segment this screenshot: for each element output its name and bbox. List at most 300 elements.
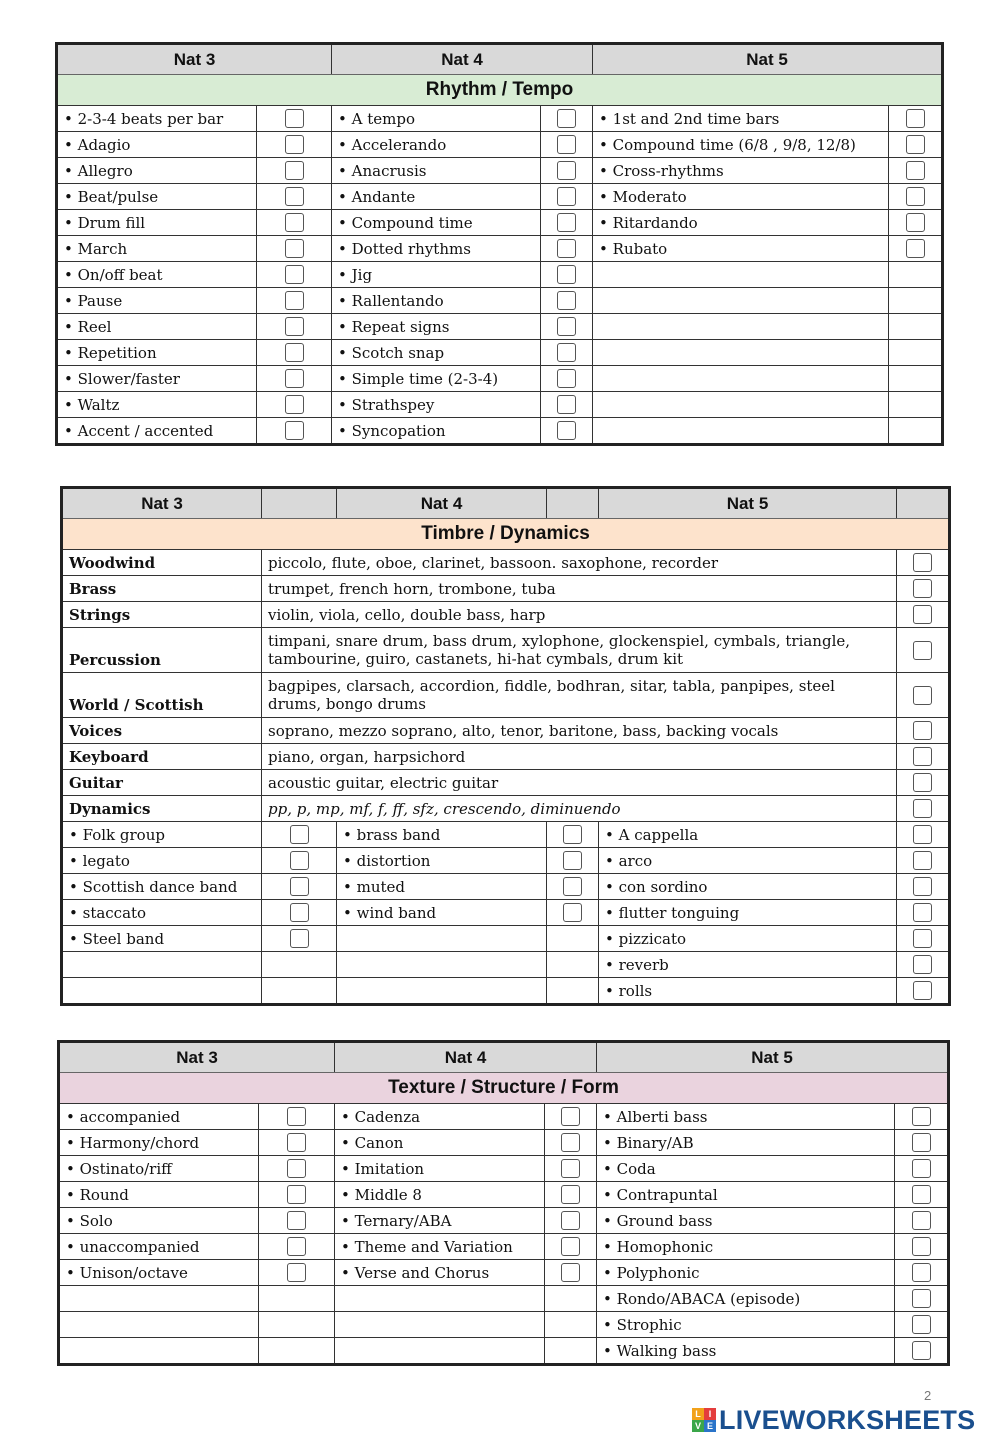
concept-checkbox[interactable] xyxy=(561,1263,580,1282)
concept-checkbox[interactable] xyxy=(285,109,304,128)
checkbox-cell xyxy=(897,822,950,848)
concept-label: • unaccompanied xyxy=(59,1234,259,1260)
section-title-row xyxy=(62,519,950,550)
concept-label: • Rallentando xyxy=(332,288,541,314)
concept-checkbox[interactable] xyxy=(285,291,304,310)
table-row xyxy=(59,1156,949,1182)
concept-label: • Round xyxy=(59,1182,259,1208)
concept-label: • Ostinato/riff xyxy=(59,1156,259,1182)
concept-label: • Beat/pulse xyxy=(57,184,257,210)
table-row xyxy=(59,1286,949,1312)
table-row xyxy=(62,822,950,848)
empty-cell xyxy=(889,340,943,366)
concept-label: • brass band xyxy=(337,822,547,848)
level-header-row xyxy=(57,44,943,75)
brand-name: LIVEWORKSHEETS xyxy=(719,1404,976,1435)
checkbox-cell xyxy=(541,210,593,236)
concept-label: • Polyphonic xyxy=(597,1260,895,1286)
concept-label: • Harmony/chord xyxy=(59,1130,259,1156)
concept-checkbox[interactable] xyxy=(285,265,304,284)
nat3-header: Nat 3 xyxy=(62,488,262,519)
concept-checkbox[interactable] xyxy=(913,851,932,870)
empty-cell xyxy=(262,978,337,1005)
nat5-header: Nat 5 xyxy=(593,44,943,75)
concept-checkbox[interactable] xyxy=(287,1133,306,1152)
concept-checkbox[interactable] xyxy=(287,1159,306,1178)
category-name: Keyboard xyxy=(62,744,262,770)
concept-label: • Reel xyxy=(57,314,257,340)
concept-label: • A tempo xyxy=(332,106,541,132)
concept-checkbox[interactable] xyxy=(906,109,925,128)
concept-label: • legato xyxy=(62,848,262,874)
table-row xyxy=(59,1130,949,1156)
checkbox-cell xyxy=(257,132,332,158)
empty-header-cell xyxy=(897,488,950,519)
category-name: Brass xyxy=(62,576,262,602)
concept-checkbox[interactable] xyxy=(561,1133,580,1152)
concept-checkbox[interactable] xyxy=(563,825,582,844)
table-row xyxy=(57,184,943,210)
checkbox-cell xyxy=(259,1234,335,1260)
empty-cell xyxy=(889,392,943,418)
checkbox-cell xyxy=(889,236,943,262)
concept-checkbox[interactable] xyxy=(912,1107,931,1126)
checkbox-cell xyxy=(259,1208,335,1234)
concept-label: • Imitation xyxy=(335,1156,545,1182)
concept-label: • Cadenza xyxy=(335,1104,545,1130)
checkbox-cell xyxy=(895,1104,949,1130)
nat4-header: Nat 4 xyxy=(337,488,547,519)
empty-cell xyxy=(259,1286,335,1312)
checkbox-cell xyxy=(897,744,950,770)
concept-checkbox[interactable] xyxy=(561,1159,580,1178)
empty-cell xyxy=(62,978,262,1005)
checkbox-cell xyxy=(257,158,332,184)
category-row xyxy=(62,628,950,673)
checkbox-cell xyxy=(895,1182,949,1208)
empty-cell xyxy=(59,1312,259,1338)
concept-label: • con sordino xyxy=(599,874,897,900)
table-row xyxy=(57,314,943,340)
concept-label: • Accelerando xyxy=(332,132,541,158)
category-row xyxy=(62,673,950,718)
checkbox-cell xyxy=(545,1208,597,1234)
concept-label: • Canon xyxy=(335,1130,545,1156)
section-title: Texture / Structure / Form xyxy=(59,1073,949,1104)
concept-checkbox[interactable] xyxy=(285,421,304,440)
concept-label: • pizzicato xyxy=(599,926,897,952)
concept-checkbox[interactable] xyxy=(557,291,576,310)
concept-label: • Binary/AB xyxy=(597,1130,895,1156)
texture-structure-form-table xyxy=(57,1040,950,1366)
concept-checkbox[interactable] xyxy=(913,877,932,896)
level-header-row xyxy=(59,1042,949,1073)
concept-label: • Allegro xyxy=(57,158,257,184)
category-description: acoustic guitar, electric guitar xyxy=(262,770,897,796)
concept-checkbox[interactable] xyxy=(906,213,925,232)
concept-checkbox[interactable] xyxy=(557,109,576,128)
concept-checkbox[interactable] xyxy=(557,317,576,336)
empty-cell xyxy=(59,1286,259,1312)
checkbox-cell xyxy=(897,673,950,718)
concept-label: • Pause xyxy=(57,288,257,314)
category-name: Strings xyxy=(62,602,262,628)
empty-cell xyxy=(889,366,943,392)
empty-cell xyxy=(593,262,889,288)
empty-cell xyxy=(547,952,599,978)
concept-label: • Ground bass xyxy=(597,1208,895,1234)
concept-label: • Adagio xyxy=(57,132,257,158)
checkbox-cell xyxy=(541,158,593,184)
concept-checkbox[interactable] xyxy=(912,1315,931,1334)
concept-checkbox[interactable] xyxy=(557,161,576,180)
checkbox-cell xyxy=(541,418,593,445)
concept-checkbox[interactable] xyxy=(561,1237,580,1256)
table-row xyxy=(62,900,950,926)
checkbox-cell xyxy=(257,236,332,262)
checkbox-cell xyxy=(889,132,943,158)
checkbox-cell xyxy=(897,550,950,576)
category-checkbox[interactable] xyxy=(913,773,932,792)
concept-checkbox[interactable] xyxy=(913,903,932,922)
concept-label: • A cappella xyxy=(599,822,897,848)
concept-label: • Contrapuntal xyxy=(597,1182,895,1208)
concept-label: • Strathspey xyxy=(332,392,541,418)
table-row xyxy=(57,392,943,418)
checkbox-cell xyxy=(541,184,593,210)
category-row xyxy=(62,576,950,602)
empty-cell xyxy=(593,366,889,392)
liveworksheets-brand xyxy=(692,1402,975,1438)
checkbox-cell xyxy=(257,314,332,340)
category-name: Woodwind xyxy=(62,550,262,576)
empty-cell xyxy=(337,978,547,1005)
checkbox-cell xyxy=(897,900,950,926)
concept-label: • distortion xyxy=(337,848,547,874)
checkbox-cell xyxy=(545,1130,597,1156)
empty-cell xyxy=(889,418,943,445)
concept-checkbox[interactable] xyxy=(287,1107,306,1126)
concept-checkbox[interactable] xyxy=(557,135,576,154)
category-row xyxy=(62,718,950,744)
concept-label: • Accent / accented xyxy=(57,418,257,445)
section-title-row xyxy=(57,75,943,106)
empty-cell xyxy=(593,340,889,366)
checkbox-cell xyxy=(897,874,950,900)
checkbox-cell xyxy=(545,1156,597,1182)
table-row xyxy=(62,874,950,900)
concept-checkbox[interactable] xyxy=(912,1263,931,1282)
table-row xyxy=(57,418,943,445)
concept-checkbox[interactable] xyxy=(557,213,576,232)
empty-cell xyxy=(545,1338,597,1365)
category-checkbox[interactable] xyxy=(913,686,932,705)
checkbox-cell xyxy=(257,106,332,132)
concept-checkbox[interactable] xyxy=(912,1211,931,1230)
empty-cell xyxy=(545,1286,597,1312)
checkbox-cell xyxy=(257,418,332,445)
empty-cell xyxy=(262,952,337,978)
concept-label: • Homophonic xyxy=(597,1234,895,1260)
concept-checkbox[interactable] xyxy=(912,1159,931,1178)
category-name: Voices xyxy=(62,718,262,744)
concept-checkbox[interactable] xyxy=(290,903,309,922)
concept-checkbox[interactable] xyxy=(906,187,925,206)
empty-cell xyxy=(889,288,943,314)
checkbox-cell xyxy=(547,848,599,874)
category-checkbox[interactable] xyxy=(913,799,932,818)
checkbox-cell xyxy=(259,1130,335,1156)
concept-checkbox[interactable] xyxy=(287,1211,306,1230)
checkbox-cell xyxy=(262,822,337,848)
concept-label: • Compound time xyxy=(332,210,541,236)
category-description: soprano, mezzo soprano, alto, tenor, baritone, bass, backing vocals xyxy=(262,718,897,744)
checkbox-cell xyxy=(547,874,599,900)
concept-label: • On/off beat xyxy=(57,262,257,288)
concept-label: • Repeat signs xyxy=(332,314,541,340)
concept-checkbox[interactable] xyxy=(557,421,576,440)
empty-header-cell xyxy=(262,488,337,519)
checkbox-cell xyxy=(895,1338,949,1365)
concept-checkbox[interactable] xyxy=(912,1341,931,1360)
empty-cell xyxy=(593,392,889,418)
concept-label: • Unison/octave xyxy=(59,1260,259,1286)
empty-cell xyxy=(889,314,943,340)
concept-checkbox[interactable] xyxy=(563,877,582,896)
concept-label: • Verse and Chorus xyxy=(335,1260,545,1286)
checkbox-cell xyxy=(889,210,943,236)
checkbox-cell xyxy=(541,366,593,392)
category-description: trumpet, french horn, trombone, tuba xyxy=(262,576,897,602)
concept-checkbox[interactable] xyxy=(557,369,576,388)
table-row xyxy=(62,952,950,978)
concept-checkbox[interactable] xyxy=(287,1237,306,1256)
concept-checkbox[interactable] xyxy=(557,187,576,206)
category-name: Guitar xyxy=(62,770,262,796)
checkbox-cell xyxy=(895,1208,949,1234)
concept-label: • Walking bass xyxy=(597,1338,895,1365)
concept-checkbox[interactable] xyxy=(561,1107,580,1126)
concept-label: • 2-3-4 beats per bar xyxy=(57,106,257,132)
concept-checkbox[interactable] xyxy=(285,239,304,258)
concept-label: • Drum fill xyxy=(57,210,257,236)
checkbox-cell xyxy=(257,210,332,236)
concept-checkbox[interactable] xyxy=(290,877,309,896)
concept-checkbox[interactable] xyxy=(285,187,304,206)
empty-cell xyxy=(335,1338,545,1365)
concept-checkbox[interactable] xyxy=(913,929,932,948)
concept-checkbox[interactable] xyxy=(557,395,576,414)
empty-cell xyxy=(547,978,599,1005)
empty-cell xyxy=(259,1338,335,1365)
concept-label: • wind band xyxy=(337,900,547,926)
concept-checkbox[interactable] xyxy=(906,161,925,180)
concept-checkbox[interactable] xyxy=(912,1133,931,1152)
table-row xyxy=(57,210,943,236)
section-title: Timbre / Dynamics xyxy=(62,519,950,550)
empty-cell xyxy=(62,952,262,978)
checkbox-cell xyxy=(895,1234,949,1260)
empty-cell xyxy=(593,418,889,445)
category-description: piccolo, flute, oboe, clarinet, bassoon. saxophone, recorder xyxy=(262,550,897,576)
checkbox-cell xyxy=(545,1260,597,1286)
concept-checkbox[interactable] xyxy=(561,1211,580,1230)
concept-checkbox[interactable] xyxy=(285,343,304,362)
checkbox-cell xyxy=(895,1130,949,1156)
concept-checkbox[interactable] xyxy=(285,213,304,232)
concept-checkbox[interactable] xyxy=(285,395,304,414)
checkbox-cell xyxy=(541,106,593,132)
table-row xyxy=(62,848,950,874)
concept-checkbox[interactable] xyxy=(913,955,932,974)
concept-label: • Scotch snap xyxy=(332,340,541,366)
checkbox-cell xyxy=(257,184,332,210)
category-description: piano, organ, harpsichord xyxy=(262,744,897,770)
category-name: World / Scottish xyxy=(62,673,262,718)
concept-checkbox[interactable] xyxy=(290,825,309,844)
concept-label: • Waltz xyxy=(57,392,257,418)
concept-checkbox[interactable] xyxy=(285,135,304,154)
concept-label: • reverb xyxy=(599,952,897,978)
empty-cell xyxy=(337,926,547,952)
concept-label: • March xyxy=(57,236,257,262)
concept-checkbox[interactable] xyxy=(290,929,309,948)
category-checkbox[interactable] xyxy=(913,721,932,740)
category-description: bagpipes, clarsach, accordion, fiddle, bodhran, sitar, tabla, panpipes, steel drums, bongo drums xyxy=(262,673,897,718)
checkbox-cell xyxy=(895,1156,949,1182)
concept-label: • Syncopation xyxy=(332,418,541,445)
nat3-header: Nat 3 xyxy=(59,1042,335,1073)
checkbox-cell xyxy=(541,288,593,314)
table-row xyxy=(59,1182,949,1208)
table-row xyxy=(59,1234,949,1260)
concept-checkbox[interactable] xyxy=(912,1237,931,1256)
checkbox-cell xyxy=(262,874,337,900)
concept-checkbox[interactable] xyxy=(912,1289,931,1308)
checkbox-cell xyxy=(259,1156,335,1182)
concept-label: • Middle 8 xyxy=(335,1182,545,1208)
concept-label: • Ternary/ABA xyxy=(335,1208,545,1234)
concept-label: • staccato xyxy=(62,900,262,926)
concept-checkbox[interactable] xyxy=(912,1185,931,1204)
concept-checkbox[interactable] xyxy=(913,825,932,844)
concept-checkbox[interactable] xyxy=(285,317,304,336)
checkbox-cell xyxy=(897,718,950,744)
empty-cell xyxy=(335,1286,545,1312)
category-row xyxy=(62,770,950,796)
table-row xyxy=(59,1260,949,1286)
checkbox-cell xyxy=(897,848,950,874)
table-row xyxy=(59,1104,949,1130)
category-checkbox[interactable] xyxy=(913,553,932,572)
checkbox-cell xyxy=(545,1182,597,1208)
concept-label: • Solo xyxy=(59,1208,259,1234)
concept-checkbox[interactable] xyxy=(287,1263,306,1282)
concept-checkbox[interactable] xyxy=(285,161,304,180)
concept-label: • Steel band xyxy=(62,926,262,952)
checkbox-cell xyxy=(547,822,599,848)
concept-label: • Simple time (2-3-4) xyxy=(332,366,541,392)
concept-checkbox[interactable] xyxy=(285,369,304,388)
table-row xyxy=(57,366,943,392)
category-row xyxy=(62,602,950,628)
table-row xyxy=(57,158,943,184)
checkbox-cell xyxy=(257,288,332,314)
category-checkbox[interactable] xyxy=(913,747,932,766)
concept-label: • Compound time (6/8 , 9/8, 12/8) xyxy=(593,132,889,158)
concept-label: • muted xyxy=(337,874,547,900)
checkbox-cell xyxy=(262,926,337,952)
concept-label: • rolls xyxy=(599,978,897,1005)
concept-checkbox[interactable] xyxy=(557,265,576,284)
checkbox-cell xyxy=(889,106,943,132)
table-row xyxy=(57,262,943,288)
checkbox-cell xyxy=(262,848,337,874)
rhythm-tempo-table xyxy=(55,42,944,446)
concept-checkbox[interactable] xyxy=(906,239,925,258)
concept-checkbox[interactable] xyxy=(557,239,576,258)
section-title-row xyxy=(59,1073,949,1104)
concept-label: • Rondo/ABACA (episode) xyxy=(597,1286,895,1312)
checkbox-cell xyxy=(897,952,950,978)
concept-label: • 1st and 2nd time bars xyxy=(593,106,889,132)
concept-label: • accompanied xyxy=(59,1104,259,1130)
concept-label: • Folk group xyxy=(62,822,262,848)
empty-cell xyxy=(593,288,889,314)
category-description: violin, viola, cello, double bass, harp xyxy=(262,602,897,628)
checkbox-cell xyxy=(897,628,950,673)
checkbox-cell xyxy=(895,1260,949,1286)
concept-checkbox[interactable] xyxy=(290,851,309,870)
category-description: pp, p, mp, mf, f, ff, sfz, crescendo, diminuendo xyxy=(262,796,897,822)
table-row xyxy=(59,1208,949,1234)
concept-checkbox[interactable] xyxy=(906,135,925,154)
concept-checkbox[interactable] xyxy=(563,903,582,922)
checkbox-cell xyxy=(541,262,593,288)
empty-header-cell xyxy=(547,488,599,519)
nat5-header: Nat 5 xyxy=(599,488,897,519)
concept-label: • Dotted rhythms xyxy=(332,236,541,262)
nat4-header: Nat 4 xyxy=(335,1042,597,1073)
table-row xyxy=(59,1338,949,1365)
timbre-dynamics-table xyxy=(60,486,951,1006)
checkbox-cell xyxy=(895,1312,949,1338)
concept-checkbox[interactable] xyxy=(287,1185,306,1204)
category-row xyxy=(62,744,950,770)
checkbox-cell xyxy=(545,1234,597,1260)
category-checkbox[interactable] xyxy=(913,641,932,660)
empty-cell xyxy=(547,926,599,952)
checkbox-cell xyxy=(897,770,950,796)
concept-checkbox[interactable] xyxy=(557,343,576,362)
category-checkbox[interactable] xyxy=(913,579,932,598)
checkbox-cell xyxy=(257,392,332,418)
concept-label: • Scottish dance band xyxy=(62,874,262,900)
concept-label: • Moderato xyxy=(593,184,889,210)
concept-checkbox[interactable] xyxy=(561,1185,580,1204)
checkbox-cell xyxy=(541,236,593,262)
concept-label: • flutter tonguing xyxy=(599,900,897,926)
nat5-header: Nat 5 xyxy=(597,1042,949,1073)
checkbox-cell xyxy=(541,392,593,418)
checkbox-cell xyxy=(897,576,950,602)
category-checkbox[interactable] xyxy=(913,605,932,624)
checkbox-cell xyxy=(257,340,332,366)
concept-checkbox[interactable] xyxy=(913,981,932,1000)
checkbox-cell xyxy=(259,1104,335,1130)
empty-cell xyxy=(593,314,889,340)
concept-checkbox[interactable] xyxy=(563,851,582,870)
